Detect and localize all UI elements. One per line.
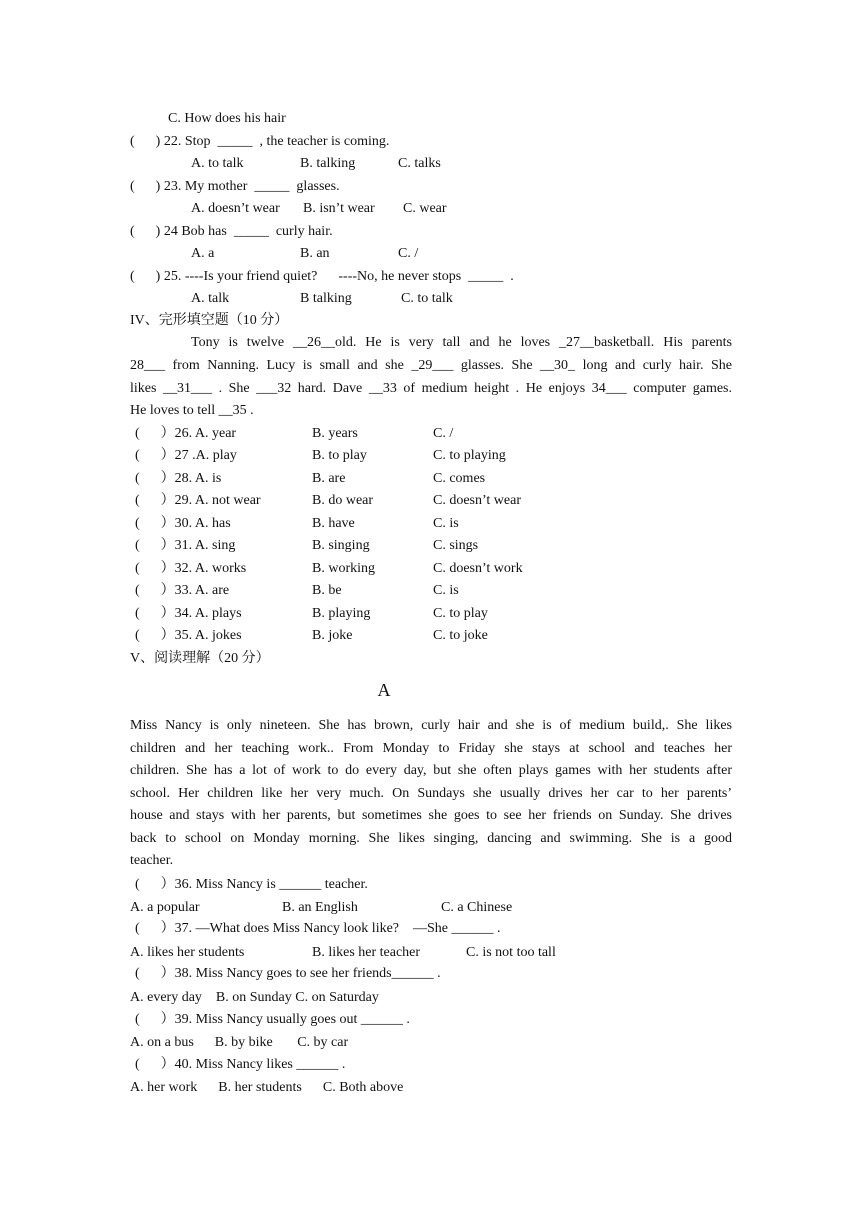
- q39-options: A. on a bus B. by bike C. by car: [130, 1035, 349, 1050]
- passage-heading: A: [377, 680, 391, 700]
- q37-option-c: C. is not too tall: [466, 945, 556, 960]
- q38-options: A. every day B. on Sunday C. on Saturday: [130, 990, 379, 1005]
- q27-option-c: C. to playing: [433, 448, 506, 463]
- q35-option-b: B. joke: [312, 628, 353, 643]
- q25-option-a: A. talk: [191, 291, 230, 306]
- question-26: ( ）26. A. year: [135, 426, 237, 441]
- q37-option-b: B. likes her teacher: [312, 945, 421, 960]
- q36-option-c: C. a Chinese: [441, 900, 513, 915]
- q22-option-b: B. talking: [300, 156, 356, 171]
- reading-passage-line: back to school on Monday morning. She likes singing, dancing and swimming. She is a good: [130, 831, 732, 846]
- q22-option-c: C. talks: [398, 156, 441, 171]
- q26-option-c: C. /: [433, 426, 454, 441]
- q25-option-c: C. to talk: [401, 291, 453, 306]
- q26-option-b: B. years: [312, 426, 358, 441]
- question-35: ( ）35. A. jokes: [135, 628, 242, 643]
- q29-option-c: C. doesn’t wear: [433, 493, 521, 508]
- q27-option-b: B. to play: [312, 448, 367, 463]
- question-39: ( ）39. Miss Nancy usually goes out ______ .: [135, 1012, 410, 1027]
- question-40: ( ）40. Miss Nancy likes ______ .: [135, 1057, 346, 1072]
- q28-option-b: B. are: [312, 471, 346, 486]
- q32-option-b: B. working: [312, 561, 375, 576]
- reading-passage-line: house and stays with her parents, but sometimes she goes to see her friends on Sunday. She drives: [130, 808, 732, 823]
- reading-passage-line: teacher.: [130, 853, 174, 868]
- reading-passage-line: Miss Nancy is only nineteen. She has brown, curly hair and she is of medium build,. She likes: [130, 718, 732, 733]
- q23-option-c: C. wear: [403, 201, 447, 216]
- q30-option-c: C. is: [433, 516, 459, 531]
- q33-option-c: C. is: [433, 583, 459, 598]
- q21-option-c: C. How does his hair: [168, 111, 286, 126]
- question-33: ( ）33. A. are: [135, 583, 230, 598]
- reading-passage-line: children. She has a lot of work to do every day, but she often plays games with her students after: [130, 763, 732, 778]
- q37-option-a: A. likes her students: [130, 945, 245, 960]
- section-iv-title: IV、完形填空题（10 分）: [130, 313, 289, 328]
- question-28: ( ）28. A. is: [135, 471, 222, 486]
- question-36: ( ）36. Miss Nancy is ______ teacher.: [135, 877, 368, 892]
- question-23: ( ) 23. My mother _____ glasses.: [130, 179, 340, 194]
- question-25: ( ) 25. ----Is your friend quiet? ----No, he never stops _____ .: [130, 269, 514, 284]
- question-29: ( ）29. A. not wear: [135, 493, 261, 508]
- q25-option-b: B talking: [300, 291, 352, 306]
- q40-options: A. her work B. her students C. Both above: [130, 1080, 404, 1095]
- cloze-passage-line: He loves to tell __35 .: [130, 403, 254, 418]
- q36-option-b: B. an English: [282, 900, 358, 915]
- section-v-title: V、阅读理解（20 分）: [130, 651, 270, 666]
- q23-option-a: A. doesn’t wear: [191, 201, 280, 216]
- cloze-passage-line: likes __31___ . She ___32 hard. Dave __33 of medium height . He enjoys 34___ computer games.: [130, 381, 732, 396]
- q24-option-a: A. a: [191, 246, 215, 261]
- q35-option-c: C. to joke: [433, 628, 488, 643]
- q33-option-b: B. be: [312, 583, 342, 598]
- question-24: ( ) 24 Bob has _____ curly hair.: [130, 224, 333, 239]
- q28-option-c: C. comes: [433, 471, 486, 486]
- question-31: ( ）31. A. sing: [135, 538, 236, 553]
- q31-option-b: B. singing: [312, 538, 370, 553]
- q29-option-b: B. do wear: [312, 493, 374, 508]
- question-22: ( ) 22. Stop _____ , the teacher is coming.: [130, 134, 390, 149]
- q34-option-c: C. to play: [433, 606, 488, 621]
- q32-option-c: C. doesn’t work: [433, 561, 523, 576]
- q24-option-c: C. /: [398, 246, 419, 261]
- reading-passage-line: children and her teaching work.. From Monday to Friday she stays at school and teaches her: [130, 741, 732, 756]
- q34-option-b: B. playing: [312, 606, 371, 621]
- question-27: ( ）27 .A. play: [135, 448, 237, 463]
- question-30: ( ）30. A. has: [135, 516, 231, 531]
- q23-option-b: B. isn’t wear: [303, 201, 375, 216]
- q30-option-b: B. have: [312, 516, 355, 531]
- reading-passage-line: school. Her children like her very much. On Sundays she usually drives her car to her parents’: [130, 786, 732, 801]
- q31-option-c: C. sings: [433, 538, 479, 553]
- question-38: ( ）38. Miss Nancy goes to see her friends______ .: [135, 966, 441, 981]
- q22-option-a: A. to talk: [191, 156, 244, 171]
- question-32: ( ）32. A. works: [135, 561, 247, 576]
- question-34: ( ）34. A. plays: [135, 606, 242, 621]
- q36-option-a: A. a popular: [130, 900, 200, 915]
- question-37: ( ）37. —What does Miss Nancy look like? —She ______ .: [135, 921, 501, 936]
- q24-option-b: B. an: [300, 246, 330, 261]
- cloze-passage-line: 28___ from Nanning. Lucy is small and she _29___ glasses. She __30_ long and curly hair. She: [130, 358, 732, 373]
- cloze-passage-line: Tony is twelve __26__old. He is very tall and he loves _27__basketball. His parents: [191, 335, 732, 350]
